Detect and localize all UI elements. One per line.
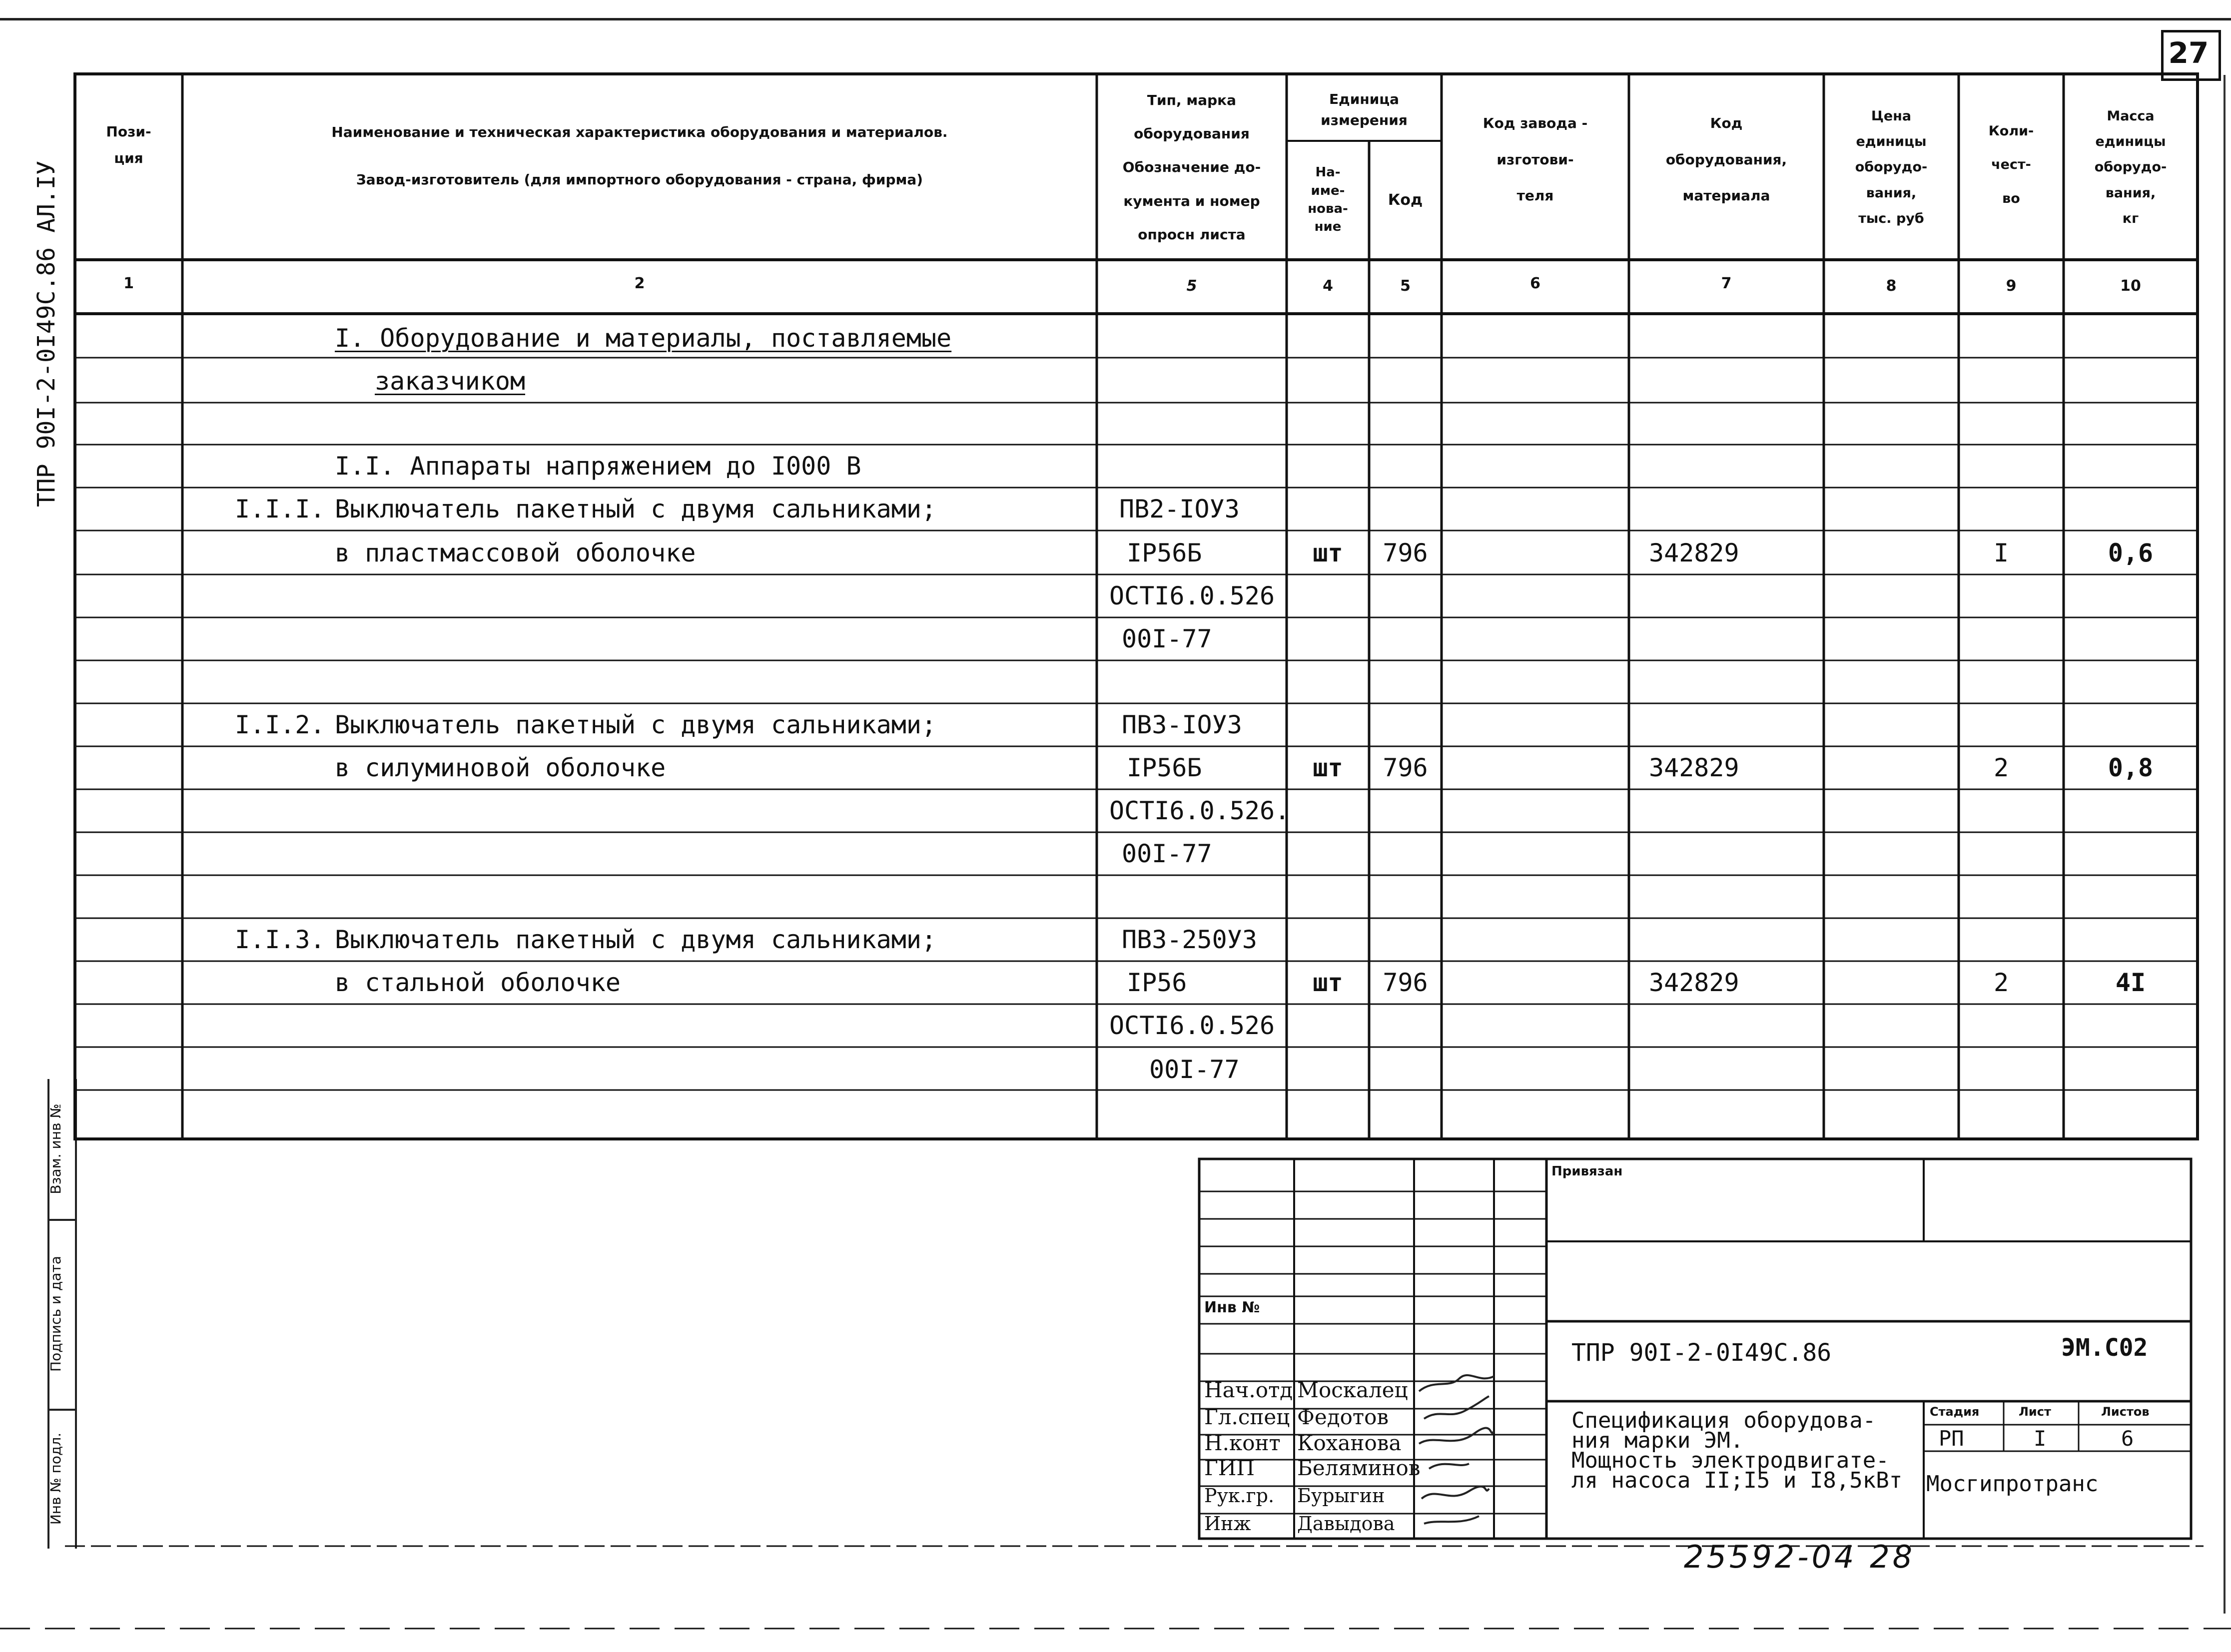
privyazan-label: Привязан <box>1551 1164 1623 1179</box>
side-field-inv: Инв № подл. <box>47 1432 64 1525</box>
sheets-label: Листов <box>2101 1405 2150 1419</box>
item-equip-code: 342829 <box>1649 539 1739 567</box>
colnum-8: 8 <box>1886 277 1897 295</box>
stage-value: РП <box>1939 1426 1964 1451</box>
colnum-9: 9 <box>2006 277 2017 295</box>
item-equip-code: 342829 <box>1649 753 1739 782</box>
description-line2: ния марки ЭМ. <box>1571 1428 1744 1453</box>
sheet-value: I <box>2034 1426 2047 1451</box>
sig-role: ГИП <box>1204 1456 1255 1480</box>
item-unit: шт <box>1313 753 1343 782</box>
section-title-text-2: заказчиком <box>375 367 526 396</box>
header-plant-code: Код завода - изготови- теля <box>1483 114 1588 204</box>
item-qty: 2 <box>1993 753 2009 782</box>
colnum-2: 2 <box>634 275 645 292</box>
item-type: ПВ2-IOУЗ <box>1119 495 1240 524</box>
item-type-cont: IP56Б <box>1127 539 1202 567</box>
side-field-vzam: Взам. инв № <box>47 1103 64 1194</box>
handwritten-signatures <box>1414 1369 1499 1539</box>
sheet-label: Лист <box>2019 1405 2051 1419</box>
sheet-code: ЭМ.С02 <box>2061 1334 2148 1362</box>
section-title-text: I. Оборудование и материалы, поставляемые <box>335 324 952 353</box>
sig-name: Давыдова <box>1297 1513 1395 1535</box>
item-name: Выключатель пакетный с двумя сальниками; <box>335 925 937 954</box>
item-type-cont: IP56Б <box>1127 753 1202 782</box>
item-unit: шт <box>1313 968 1343 997</box>
item-doc-sheet: 00I-77 <box>1122 624 1212 653</box>
subsection-title: I.I. Аппараты напряжением до I000 В <box>335 452 861 481</box>
header-name-line1: Наименование и техническая характеристика оборудования и материалов. <box>331 124 948 141</box>
colnum-4: 4 <box>1323 277 1333 295</box>
sig-name: Беляминов <box>1297 1456 1421 1480</box>
item-doc-sheet: 00I-77 <box>1122 839 1212 868</box>
colnum-3: 5 <box>1186 277 1197 295</box>
doc-code: ТПР 90I-2-0I49С.86 <box>1571 1339 1832 1367</box>
item-doc-sheet: 00I-77 <box>1149 1055 1240 1084</box>
sig-role: Нач.отд <box>1204 1378 1293 1402</box>
archive-number: 25592-04 28 <box>1684 1539 1916 1575</box>
item-name: Выключатель пакетный с двумя сальниками; <box>335 710 937 739</box>
header-qty: Коли- чест- во <box>1988 123 2034 206</box>
colnum-7: 7 <box>1721 275 1732 292</box>
sig-role: Н.конт <box>1204 1431 1281 1455</box>
side-stamp: ТПР 90I-2-0I49С.86 АЛ.IУ <box>32 160 60 507</box>
header-equip-code: Код оборудования, материала <box>1665 114 1787 204</box>
header-price: Цена единицы оборудо- вания, тыс. руб <box>1855 108 1928 226</box>
item-position: I.I.I. <box>235 495 325 524</box>
item-name-cont: в стальной оболочке <box>335 968 621 997</box>
item-type: ПВ3-IОУЗ <box>1122 710 1242 739</box>
item-qty: 2 <box>1993 968 2009 997</box>
side-field-podpis: Подпись и дата <box>47 1256 64 1372</box>
item-doc: ОСТI6.0.526. <box>1109 796 1290 825</box>
description-line1: Спецификация оборудова- <box>1571 1408 1876 1433</box>
sig-name: Коханова <box>1297 1431 1402 1455</box>
item-position: I.I.3. <box>235 925 325 954</box>
inv-no-label: Инв № <box>1204 1299 1260 1316</box>
description-line3: Мощность электродвигате- <box>1571 1448 1889 1473</box>
item-unit-code: 796 <box>1383 968 1428 997</box>
item-doc: ОСТI6.0.526 <box>1109 1011 1275 1040</box>
item-mass: 0,8 <box>2108 753 2154 782</box>
sig-role: Гл.спец <box>1204 1405 1290 1429</box>
header-unit-name: На- име- нова- ние <box>1308 165 1348 235</box>
sig-name: Федотов <box>1297 1405 1389 1429</box>
item-type: ПВ3-250УЗ <box>1122 925 1257 954</box>
sig-name: Бурыгин <box>1297 1485 1385 1507</box>
colnum-1: 1 <box>123 275 134 292</box>
sig-role: Инж <box>1204 1513 1251 1535</box>
item-position: I.I.2. <box>235 710 325 739</box>
item-unit: шт <box>1313 539 1343 567</box>
item-mass: 0,6 <box>2108 539 2154 567</box>
item-qty: I <box>1993 539 2009 567</box>
sig-role: Рук.гр. <box>1204 1485 1275 1507</box>
header-unit-code: Код <box>1388 191 1423 209</box>
item-unit-code: 796 <box>1383 539 1428 567</box>
section-title-line2 <box>375 367 525 396</box>
page-number: 27 <box>2168 36 2209 70</box>
item-doc: ОСТI6.0.526 <box>1109 581 1275 610</box>
sig-name: Москалец <box>1297 1378 1408 1402</box>
section-title-line1 <box>335 324 951 353</box>
colnum-10: 10 <box>2120 277 2141 295</box>
item-mass: 4I <box>2115 968 2146 997</box>
header-mass: Масса единицы оборудо- вания, кг <box>2094 108 2167 226</box>
stage-label: Стадия <box>1930 1405 1980 1419</box>
sheets-value: 6 <box>2121 1426 2134 1451</box>
header-name-line2: Завод-изготовитель (для импортного оборудования - страна, фирма) <box>356 171 923 188</box>
header-position: Пози- ция <box>106 123 151 166</box>
header-unit: Единица измерения <box>1321 91 1408 128</box>
header-type: Тип, марка оборудования Обозначение до- кумента и номер опросн листа <box>1122 92 1261 243</box>
item-name-cont: в пластмассовой оболочке <box>335 539 696 567</box>
item-unit-code: 796 <box>1383 753 1428 782</box>
item-equip-code: 342829 <box>1649 968 1739 997</box>
organization: Мосгипротранс <box>1926 1471 2099 1497</box>
item-name: Выключатель пакетный с двумя сальниками; <box>335 495 937 524</box>
colnum-6: 6 <box>1530 275 1540 292</box>
colnum-5: 5 <box>1400 277 1411 295</box>
item-type-cont: IP56 <box>1127 968 1187 997</box>
item-name-cont: в силуминовой оболочке <box>335 753 666 782</box>
description-line4: ля насоса II;I5 и I8,5кВт <box>1571 1468 1903 1493</box>
